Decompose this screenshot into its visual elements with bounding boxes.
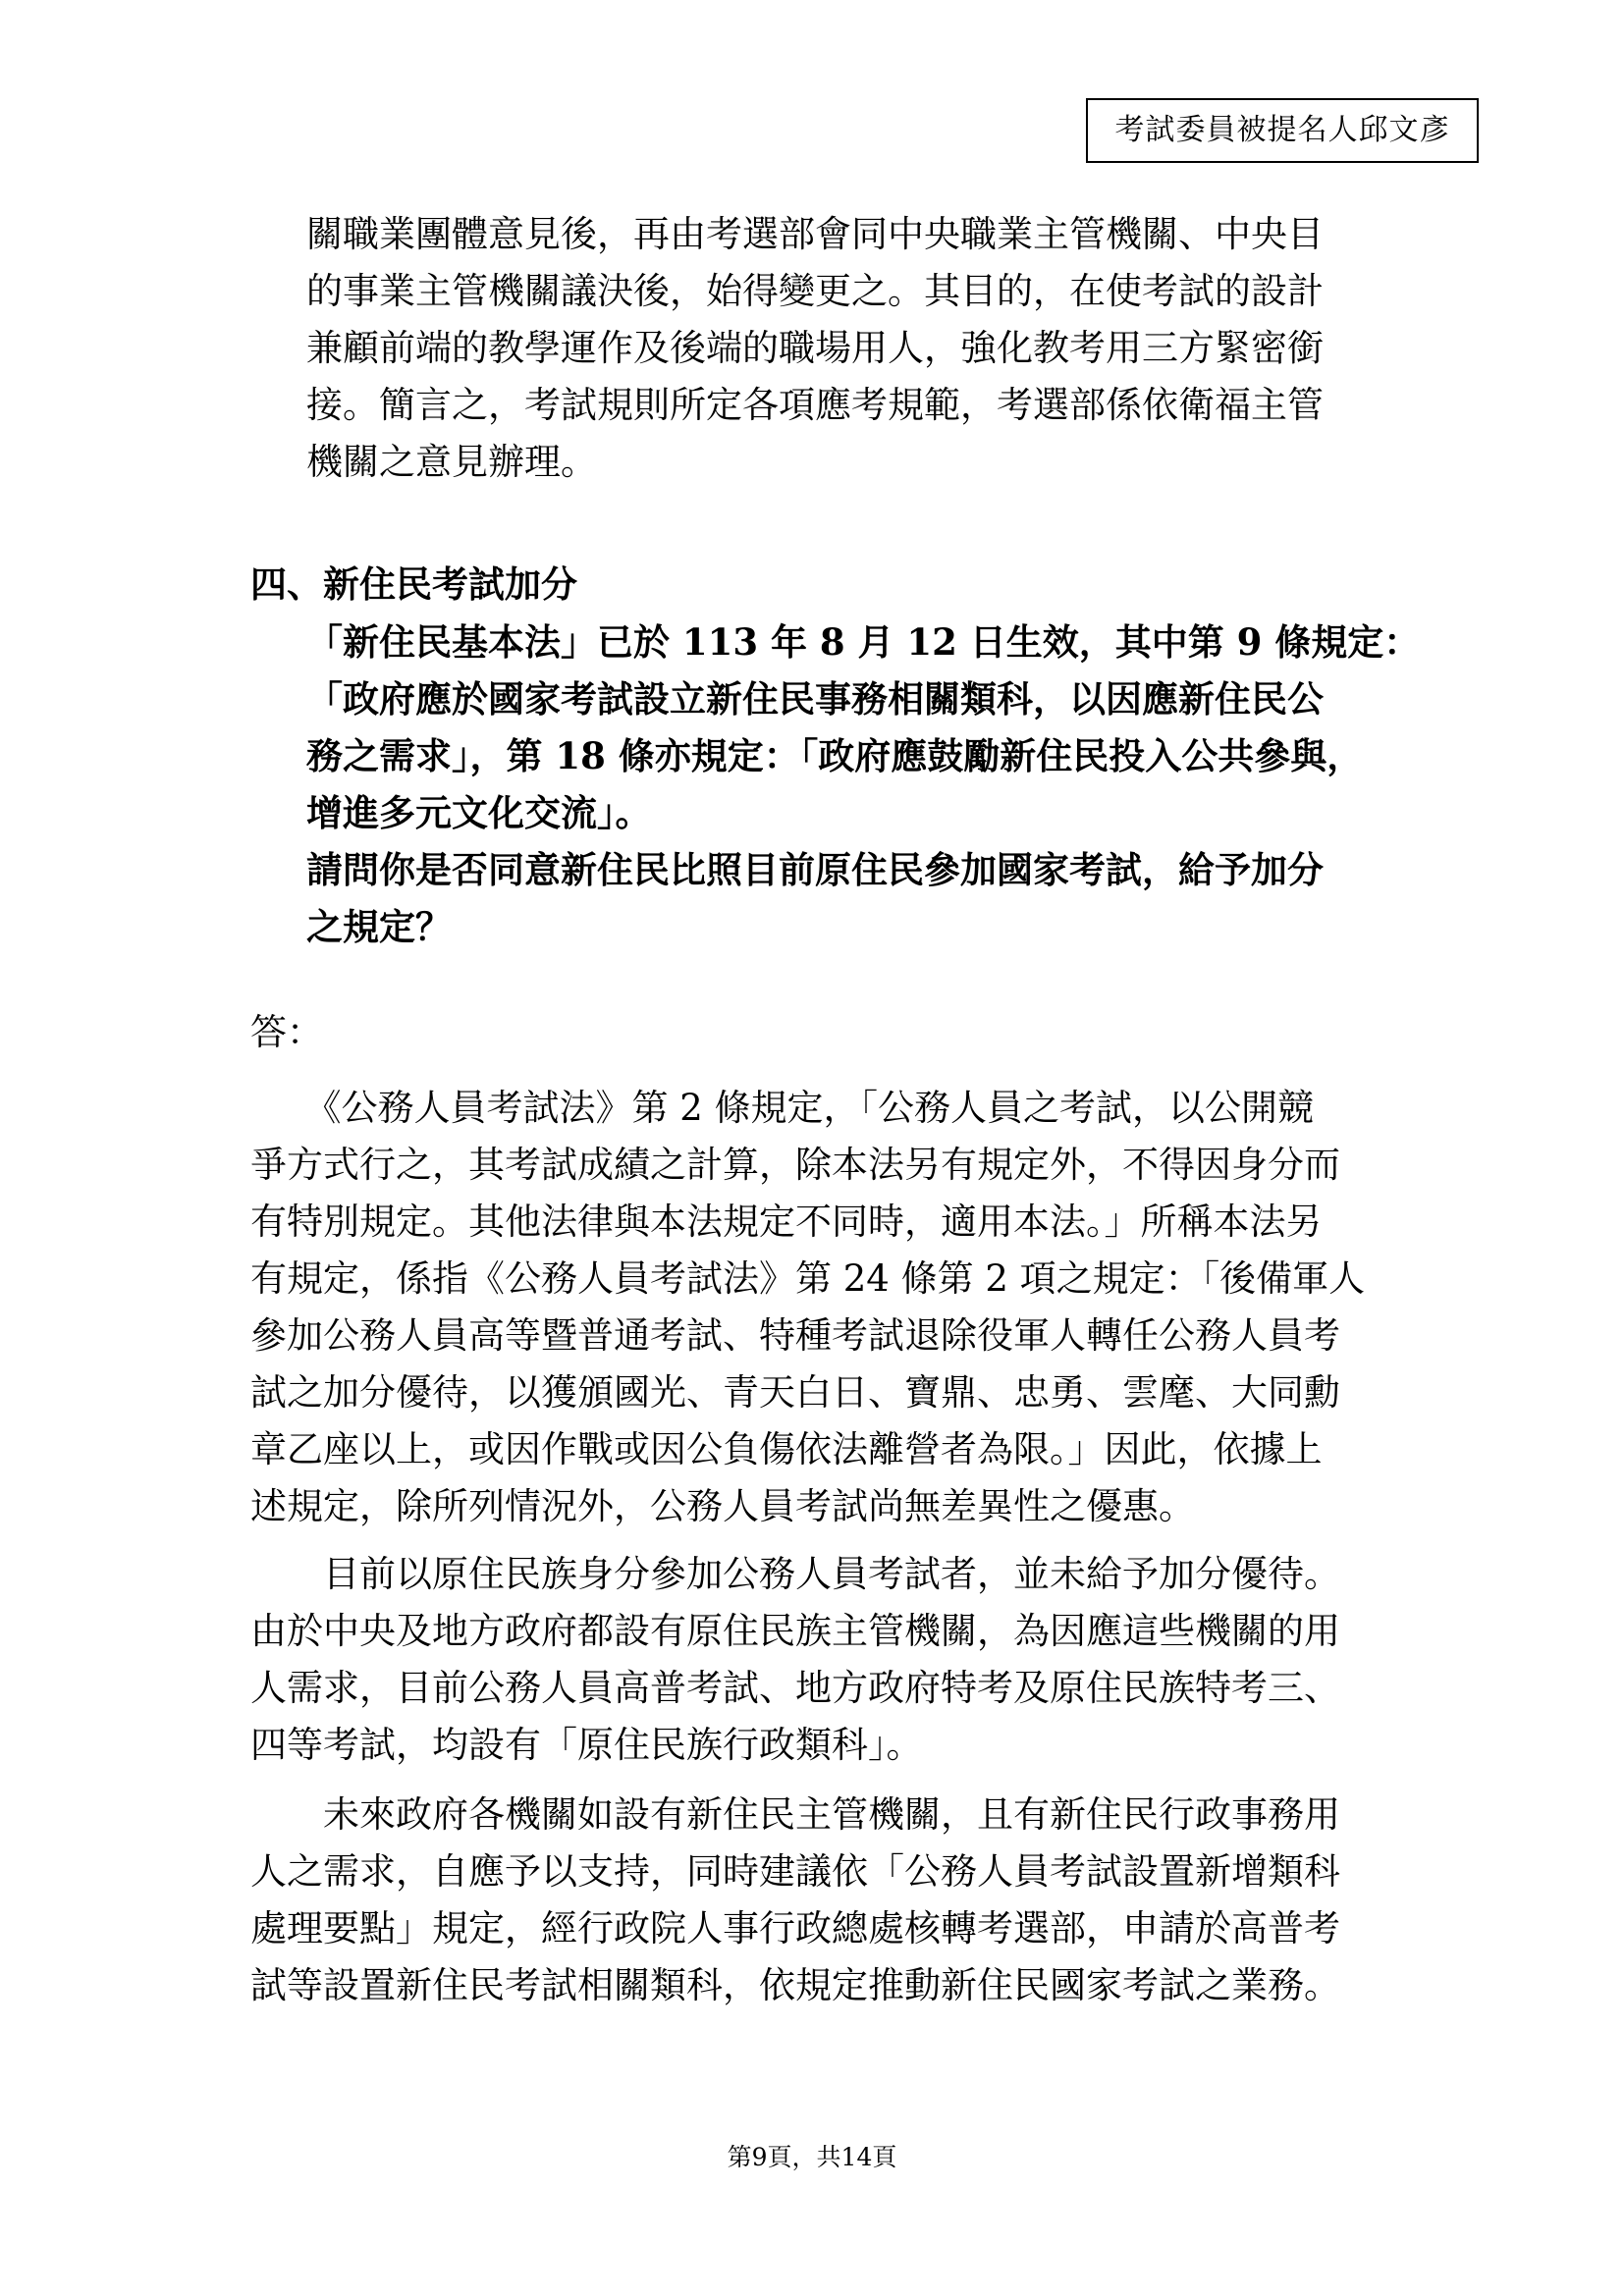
answer-paragraph-3 bbox=[250, 1787, 1389, 2014]
answer-paragraph-1 bbox=[250, 1080, 1389, 1535]
text-line: 機關之意見辦理。 bbox=[306, 441, 597, 483]
intro-paragraph bbox=[306, 206, 1396, 491]
text-line: 四等考試，均設有「原住民族行政類科」。 bbox=[250, 1724, 923, 1766]
text-line: 參加公務人員高等暨普通考試、特種考試退除役軍人轉任公務人員考 bbox=[250, 1314, 1340, 1357]
text-line: 增進多元文化交流」。 bbox=[306, 791, 652, 834]
text-line: 兼顧前端的教學運作及後端的職場用人，強化教考用三方緊密銜 bbox=[306, 327, 1324, 369]
text-line: 之規定？ bbox=[306, 905, 452, 948]
text-line: 目前以原住民族身分參加公務人員考試者，並未給予加分優待。 bbox=[250, 1553, 1340, 1595]
nominee-header-label: 考試委員被提名人邱文彥 bbox=[1086, 98, 1479, 163]
text-line: 由於中央及地方政府都設有原住民族主管機關，為因應這些機關的用 bbox=[250, 1610, 1340, 1652]
text-line: 爭方式行之，其考試成績之計算，除本法另有規定外，不得因身分而 bbox=[250, 1144, 1340, 1186]
text-line: 的事業主管機關議決後，始得變更之。其目的，在使考試的設計 bbox=[306, 270, 1324, 312]
text-line: 《公務人員考試法》第 2 條規定，「公務人員之考試，以公開競 bbox=[250, 1087, 1315, 1129]
section-heading: 四、新住民考試加分 bbox=[250, 562, 577, 606]
text-line: 試之加分優待，以獲頒國光、青天白日、寶鼎、忠勇、雲麾、大同勳 bbox=[250, 1371, 1340, 1414]
text-line: 「政府應於國家考試設立新住民事務相關類科，以因應新住民公 bbox=[306, 677, 1324, 721]
text-line: 請問你是否同意新住民比照目前原住民參加國家考試，給予加分 bbox=[306, 848, 1324, 891]
text-line: 未來政府各機關如設有新住民主管機關，且有新住民行政事務用 bbox=[250, 1793, 1340, 1836]
text-line: 處理要點」規定，經行政院人事行政總處核轉考選部，申請於高普考 bbox=[250, 1907, 1340, 1949]
text-line: 試等設置新住民考試相關類科，依規定推動新住民國家考試之業務。 bbox=[250, 1964, 1340, 2006]
text-line: 人需求，目前公務人員高普考試、地方政府特考及原住民族特考三、 bbox=[250, 1667, 1340, 1709]
text-line: 接。簡言之，考試規則所定各項應考規範，考選部係依衛福主管 bbox=[306, 384, 1324, 426]
text-line: 務之需求」，第 18 條亦規定：「政府應鼓勵新住民投入公共參與， bbox=[306, 734, 1364, 777]
text-line: 有特別規定。其他法律與本法規定不同時，適用本法。」所稱本法另 bbox=[250, 1201, 1323, 1243]
answer-paragraph-2 bbox=[250, 1546, 1389, 1774]
answer-label: 答： bbox=[250, 1011, 323, 1053]
question-paragraph bbox=[306, 614, 1421, 955]
page-number: 第9頁，共14頁 bbox=[727, 2143, 897, 2171]
text-line: 章乙座以上，或因作戰或因公負傷依法離營者為限。」因此，依據上 bbox=[250, 1428, 1323, 1470]
text-line: 人之需求，自應予以支持，同時建議依「公務人員考試設置新增類科 bbox=[250, 1850, 1340, 1893]
text-line: 「新住民基本法」已於 113 年 8 月 12 日生效，其中第 9 條規定： bbox=[306, 620, 1421, 664]
text-line: 關職業團體意見後，再由考選部會同中央職業主管機關、中央目 bbox=[306, 213, 1324, 255]
text-line: 有規定，係指《公務人員考試法》第 24 條第 2 項之規定：「後備軍人 bbox=[250, 1257, 1366, 1300]
text-line: 述規定，除所列情況外，公務人員考試尚無差異性之優惠。 bbox=[250, 1485, 1195, 1527]
